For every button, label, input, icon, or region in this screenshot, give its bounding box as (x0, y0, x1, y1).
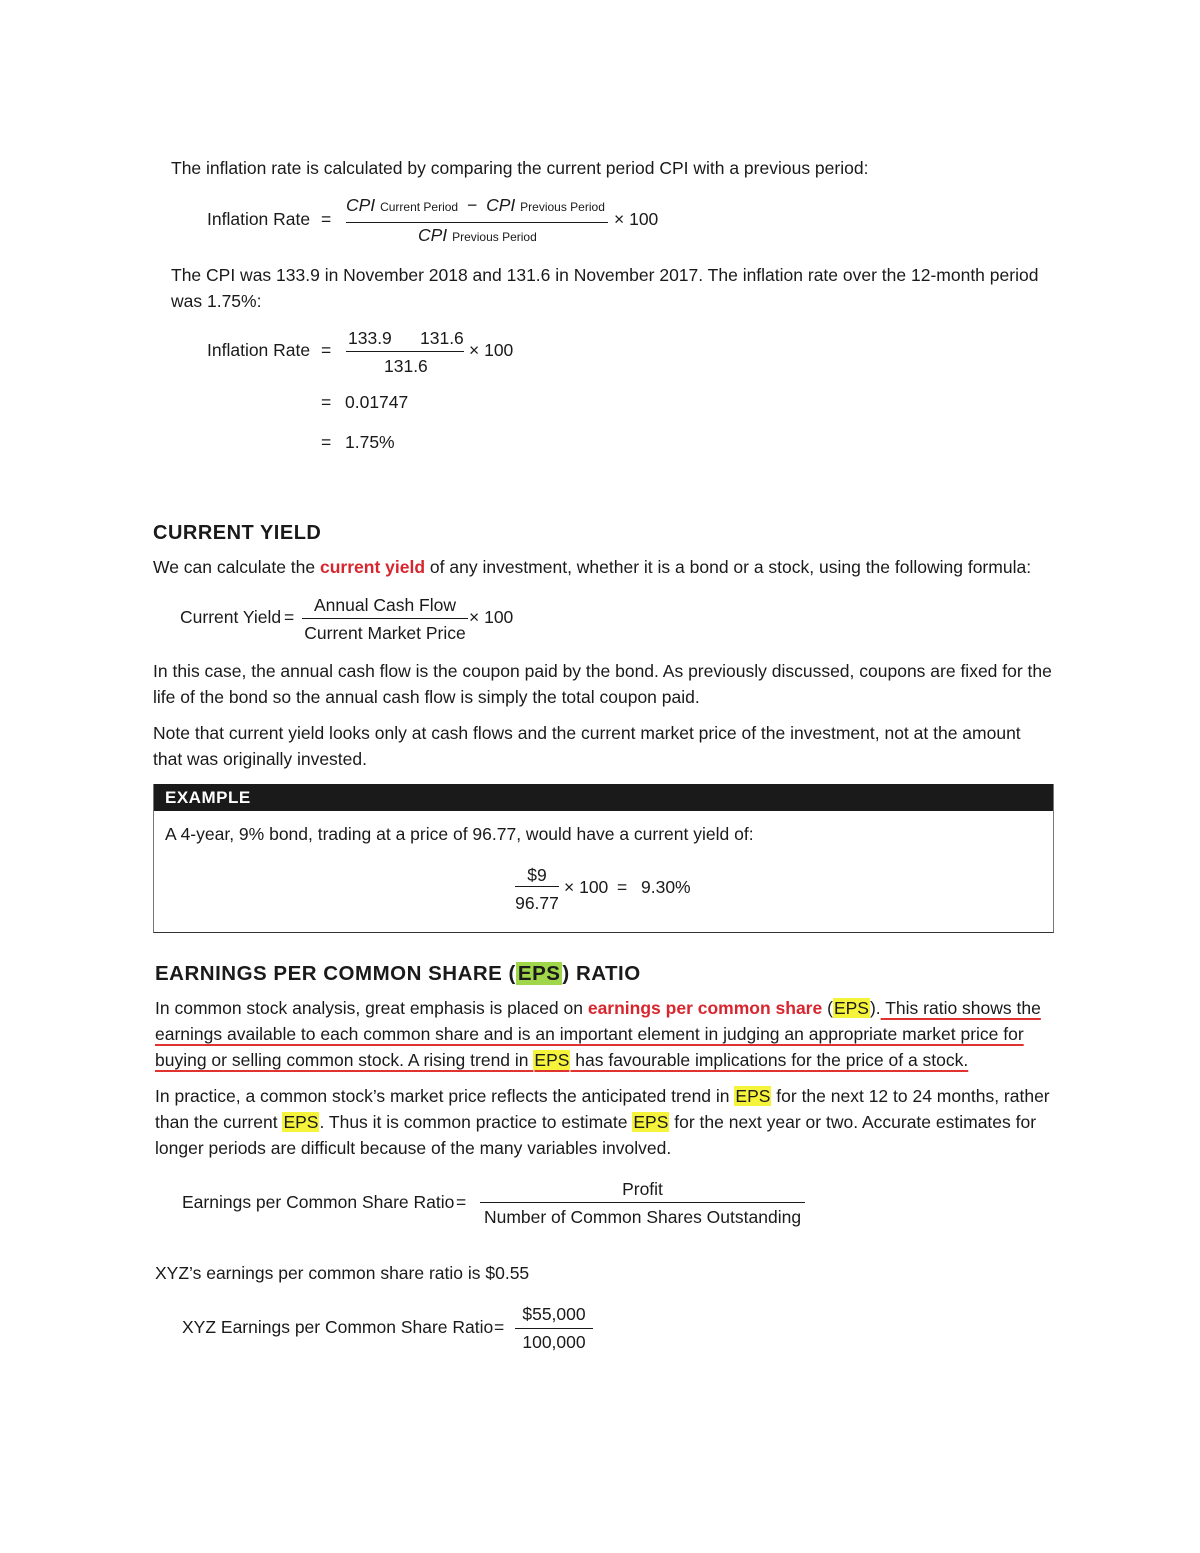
heading-text: EARNINGS PER COMMON SHARE ( (155, 962, 516, 985)
cpi-term: CPI (418, 225, 448, 245)
eps-abbr-highlight: EPS (633, 1112, 669, 1132)
previous-period-subscript: Previous Period (520, 200, 605, 214)
inflation-para-line1: The CPI was 133.9 in November 2018 and 131.6 in November 2017. The inflation rate over the 12-month period (171, 265, 1039, 285)
eps-para1-line2 (155, 1021, 1024, 1047)
equals-sign: = (617, 877, 628, 897)
eps-abbr-highlight: EPS (735, 1086, 771, 1106)
underlined-text: has favourable implications for the price of a stock. (570, 1050, 969, 1070)
fraction-bar (515, 886, 559, 887)
eps-para2-line2 (155, 1109, 1036, 1135)
intro-text: We can calculate the (153, 557, 320, 577)
times-100: × 100 (469, 607, 514, 627)
formula-label: XYZ Earnings per Common Share Ratio (182, 1317, 494, 1337)
formula-label: Inflation Rate (207, 209, 311, 229)
eps-abbr-highlight: EPS (517, 962, 561, 985)
formula-numerator: Profit (622, 1179, 663, 1199)
equals-sign: = (456, 1192, 467, 1212)
para-text: ( (822, 998, 833, 1018)
inflation-para-line2: was 1.75%: (171, 291, 262, 311)
fraction-bar (480, 1202, 805, 1203)
formula-denominator: Number of Common Shares Outstanding (483, 1207, 802, 1227)
example-numerator: $9 (527, 865, 547, 885)
eps-para2-line3: longer periods are difficult because of the many variables involved. (155, 1138, 672, 1158)
fraction-bar (346, 351, 464, 352)
example-heading: EXAMPLE (154, 784, 1053, 811)
para-text: than the current (155, 1112, 283, 1132)
para-text: In practice, a common stock’s market price reflects the anticipated trend in (155, 1086, 735, 1106)
eps-abbr-highlight: EPS (833, 998, 869, 1018)
current-yield-para1-line1: In this case, the annual cash flow is the coupon paid by the bond. As previously discussed, coupons are fixed for the (153, 661, 1052, 681)
current-yield-term: current yield (320, 557, 426, 577)
minus-sign: − (466, 195, 478, 215)
example-result: 9.30% (641, 877, 691, 897)
underlined-text: This ratio shows the (880, 998, 1041, 1018)
cpi-term: CPI (346, 195, 376, 215)
formula-label: Earnings per Common Share Ratio (182, 1192, 455, 1212)
heading-text: ) RATIO (562, 962, 641, 985)
formula-denominator (418, 224, 537, 248)
current-period-subscript: Current Period (380, 200, 459, 214)
current-yield-intro (153, 554, 1031, 580)
example-denominator: 96.77 (515, 893, 559, 913)
calc-numerator-b: 131.6 (420, 328, 464, 348)
eps-abbr-highlight: EPS (283, 1112, 319, 1132)
eps-heading (155, 962, 641, 986)
current-yield-heading: CURRENT YIELD (153, 522, 322, 544)
para-text: ). (869, 998, 881, 1018)
para-text: In common stock analysis, great emphasis is placed on (155, 998, 588, 1018)
times-100: × 100 (564, 877, 609, 897)
fraction-bar (302, 618, 468, 619)
para-text: for the next year or two. Accurate estimates for (669, 1112, 1037, 1132)
equals-sign: = (284, 607, 295, 627)
current-yield-para2-line1: Note that current yield looks only at cash flows and the current market price of the investment, not at the amount (153, 723, 1021, 743)
eps-para2-line1 (155, 1083, 1050, 1109)
calc-numerator-a: 133.9 (348, 328, 392, 348)
result-percent: 1.75% (345, 432, 395, 452)
underlined-text: buying or selling common stock. A rising trend in (155, 1050, 534, 1070)
fraction-bar (515, 1328, 593, 1329)
intro-text: of any investment, whether it is a bond or a stock, using the following formula: (425, 557, 1032, 577)
times-100: × 100 (469, 340, 514, 360)
para-text: . Thus it is common practice to estimate (319, 1112, 633, 1132)
formula-label: Current Yield (180, 607, 282, 627)
eps-para1-line3 (155, 1047, 968, 1073)
inflation-intro: The inflation rate is calculated by comparing the current period CPI with a previous period: (171, 158, 869, 178)
example-text: A 4-year, 9% bond, trading at a price of 96.77, would have a current yield of: (165, 824, 754, 844)
xyz-denominator: 100,000 (522, 1332, 586, 1352)
xyz-eps-text: XYZ’s earnings per common share ratio is $0.55 (155, 1263, 530, 1283)
formula-numerator: Annual Cash Flow (313, 595, 457, 615)
current-yield-para1-line2: life of the bond so the annual cash flow is simply the total coupon paid. (153, 687, 700, 707)
eps-para1-line1 (155, 995, 1041, 1021)
cpi-term: CPI (486, 195, 516, 215)
previous-period-subscript: Previous Period (452, 230, 537, 244)
equals-sign: = (321, 340, 332, 360)
underlined-text: earnings available to each common share and is an important element in judging an appropriate market price for (155, 1024, 1024, 1044)
eps-abbr-highlight: EPS (534, 1050, 570, 1070)
formula-denominator: Current Market Price (304, 623, 466, 643)
result-decimal: 0.01747 (345, 392, 409, 412)
formula-numerator (346, 194, 605, 218)
times-100: × 100 (614, 209, 659, 229)
equals-sign: = (321, 209, 332, 229)
formula-label: Inflation Rate (207, 340, 311, 360)
equals-sign: = (321, 432, 332, 452)
example-box (153, 784, 1054, 933)
para-text: for the next 12 to 24 months, rather (771, 1086, 1050, 1106)
calc-denominator: 131.6 (384, 356, 428, 376)
xyz-numerator: $55,000 (522, 1304, 586, 1324)
equals-sign: = (321, 392, 332, 412)
fraction-bar (346, 222, 608, 223)
eps-term: earnings per common share (587, 998, 823, 1018)
equals-sign: = (494, 1317, 505, 1337)
current-yield-para2-line2: that was originally invested. (153, 749, 367, 769)
